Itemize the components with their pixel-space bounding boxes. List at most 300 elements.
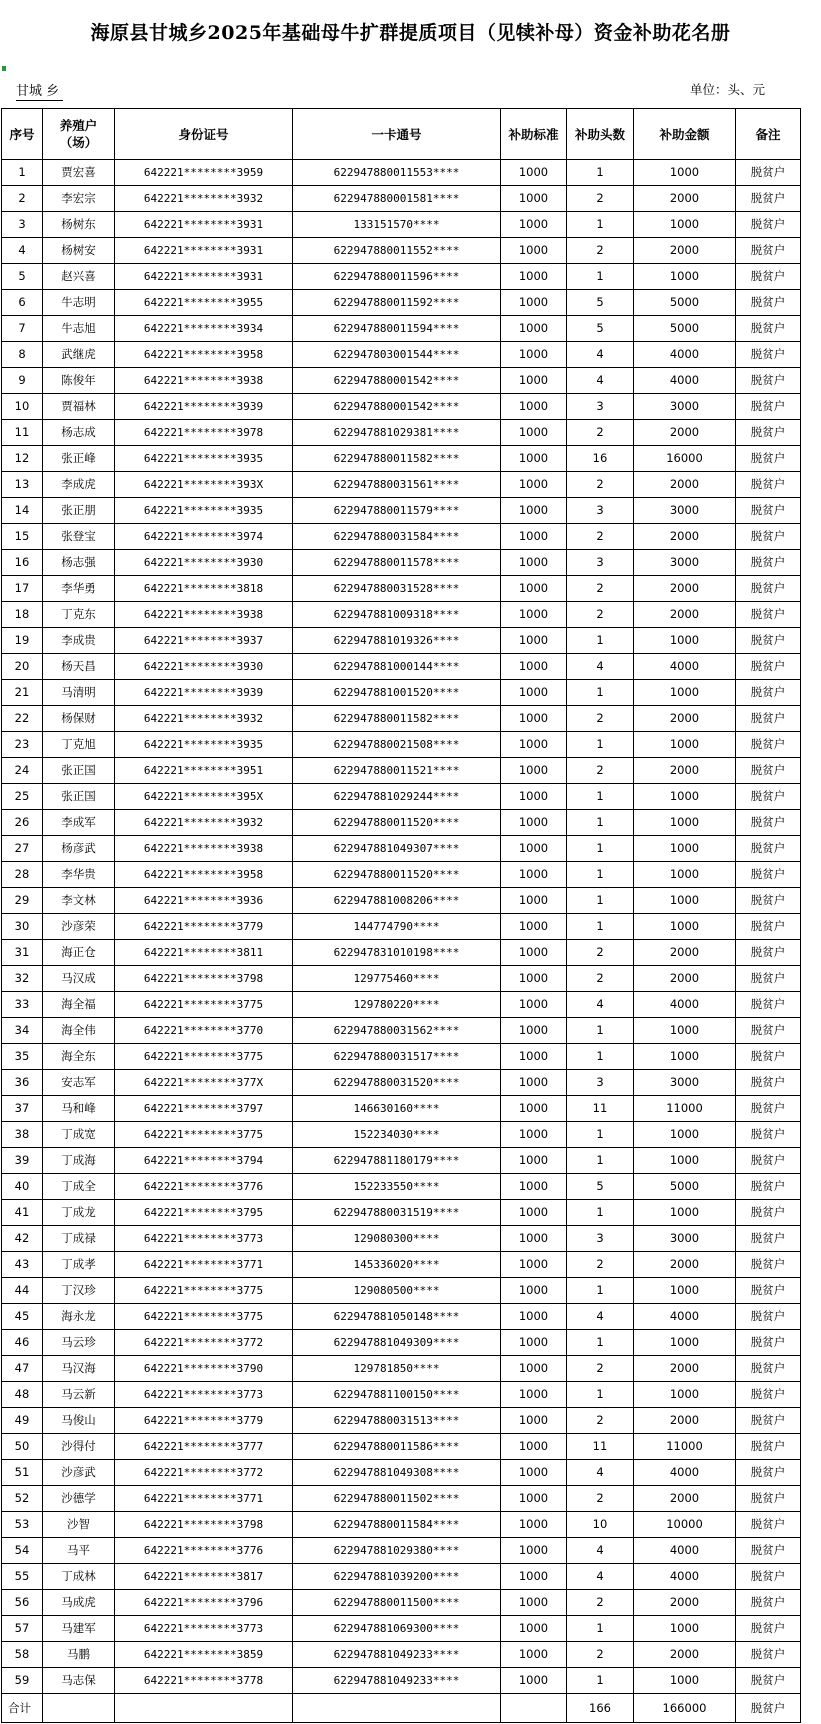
farmer-name: 马平 xyxy=(43,1538,115,1564)
total-blank xyxy=(501,1694,567,1723)
card-number: 622947880011520**** xyxy=(293,810,501,836)
note: 脱贫户 xyxy=(736,706,801,732)
note: 脱贫户 xyxy=(736,1356,801,1382)
farmer-name: 马建军 xyxy=(43,1616,115,1642)
row-index: 58 xyxy=(2,1642,43,1668)
row-index: 4 xyxy=(2,238,43,264)
subsidy-amount: 4000 xyxy=(634,1460,736,1486)
subsidy-amount: 1000 xyxy=(634,914,736,940)
subsidy-standard: 1000 xyxy=(501,1278,567,1304)
row-index: 29 xyxy=(2,888,43,914)
id-number: 642221********3797 xyxy=(115,1096,293,1122)
subsidy-heads: 1 xyxy=(567,160,634,186)
id-number: 642221********3794 xyxy=(115,1148,293,1174)
total-label: 合计 xyxy=(2,1694,43,1723)
subsidy-standard: 1000 xyxy=(501,862,567,888)
card-number: 129080300**** xyxy=(293,1226,501,1252)
subsidy-standard: 1000 xyxy=(501,576,567,602)
note: 脱贫户 xyxy=(736,1590,801,1616)
subsidy-standard: 1000 xyxy=(501,1538,567,1564)
subsidy-standard: 1000 xyxy=(501,1460,567,1486)
table-row xyxy=(2,1278,801,1304)
table-row xyxy=(2,1200,801,1226)
row-index: 5 xyxy=(2,264,43,290)
card-number: 622947881029244**** xyxy=(293,784,501,810)
farmer-name: 马云珍 xyxy=(43,1330,115,1356)
farmer-name: 张正朋 xyxy=(43,498,115,524)
subsidy-heads: 1 xyxy=(567,628,634,654)
id-number: 642221********3935 xyxy=(115,732,293,758)
subsidy-standard: 1000 xyxy=(501,1356,567,1382)
subsidy-standard: 1000 xyxy=(501,368,567,394)
id-number: 642221********3938 xyxy=(115,368,293,394)
id-number: 642221********3958 xyxy=(115,342,293,368)
subsidy-standard: 1000 xyxy=(501,1200,567,1226)
id-number: 642221********3939 xyxy=(115,680,293,706)
table-row xyxy=(2,836,801,862)
card-number: 622947880031519**** xyxy=(293,1200,501,1226)
table-row xyxy=(2,602,801,628)
farmer-name: 马汉海 xyxy=(43,1356,115,1382)
id-number: 642221********3775 xyxy=(115,1304,293,1330)
subsidy-amount: 4000 xyxy=(634,342,736,368)
note: 脱贫户 xyxy=(736,862,801,888)
note: 脱贫户 xyxy=(736,914,801,940)
id-number: 642221********3951 xyxy=(115,758,293,784)
subsidy-amount: 1000 xyxy=(634,810,736,836)
id-number: 642221********3932 xyxy=(115,810,293,836)
table-body xyxy=(2,160,801,1694)
subsidy-standard: 1000 xyxy=(501,1304,567,1330)
table-row xyxy=(2,862,801,888)
farmer-name: 海全伟 xyxy=(43,1018,115,1044)
row-index: 23 xyxy=(2,732,43,758)
id-number: 642221********377X xyxy=(115,1070,293,1096)
subsidy-heads: 4 xyxy=(567,342,634,368)
subsidy-heads: 1 xyxy=(567,1278,634,1304)
table-row xyxy=(2,1408,801,1434)
card-number: 622947880011521**** xyxy=(293,758,501,784)
row-index: 57 xyxy=(2,1616,43,1642)
note: 脱贫户 xyxy=(736,1330,801,1356)
subsidy-amount: 11000 xyxy=(634,1096,736,1122)
farmer-name: 丁成海 xyxy=(43,1148,115,1174)
card-number: 129775460**** xyxy=(293,966,501,992)
row-index: 32 xyxy=(2,966,43,992)
note: 脱贫户 xyxy=(736,212,801,238)
table-row xyxy=(2,316,801,342)
id-number: 642221********3777 xyxy=(115,1434,293,1460)
subsidy-standard: 1000 xyxy=(501,1122,567,1148)
row-index: 27 xyxy=(2,836,43,862)
farmer-name: 陈俊年 xyxy=(43,368,115,394)
note: 脱贫户 xyxy=(736,1122,801,1148)
id-number: 642221********3773 xyxy=(115,1382,293,1408)
subsidy-standard: 1000 xyxy=(501,888,567,914)
note: 脱贫户 xyxy=(736,342,801,368)
note: 脱贫户 xyxy=(736,836,801,862)
farmer-name: 李文林 xyxy=(43,888,115,914)
subsidy-amount: 2000 xyxy=(634,1590,736,1616)
row-index: 49 xyxy=(2,1408,43,1434)
subsidy-heads: 1 xyxy=(567,914,634,940)
subsidy-amount: 1000 xyxy=(634,1018,736,1044)
note: 脱贫户 xyxy=(736,1616,801,1642)
id-number: 642221********3775 xyxy=(115,992,293,1018)
row-index: 50 xyxy=(2,1434,43,1460)
farmer-name: 杨树东 xyxy=(43,212,115,238)
farmer-name: 丁汉珍 xyxy=(43,1278,115,1304)
note: 脱贫户 xyxy=(736,1512,801,1538)
table-row xyxy=(2,420,801,446)
subsidy-amount: 2000 xyxy=(634,524,736,550)
subsidy-heads: 5 xyxy=(567,316,634,342)
subsidy-amount: 1000 xyxy=(634,836,736,862)
farmer-name: 丁成禄 xyxy=(43,1226,115,1252)
subsidy-heads: 3 xyxy=(567,550,634,576)
farmer-name: 丁成宽 xyxy=(43,1122,115,1148)
note: 脱贫户 xyxy=(736,940,801,966)
row-index: 39 xyxy=(2,1148,43,1174)
id-number: 642221********3790 xyxy=(115,1356,293,1382)
header-heads: 补助头数 xyxy=(567,109,634,160)
subsidy-amount: 4000 xyxy=(634,1564,736,1590)
subsidy-standard: 1000 xyxy=(501,1642,567,1668)
row-index: 54 xyxy=(2,1538,43,1564)
header-id-number: 身份证号 xyxy=(115,109,293,160)
row-index: 18 xyxy=(2,602,43,628)
subsidy-amount: 3000 xyxy=(634,1070,736,1096)
farmer-name: 沙彦荣 xyxy=(43,914,115,940)
row-index: 43 xyxy=(2,1252,43,1278)
subsidy-amount: 2000 xyxy=(634,940,736,966)
subsidy-standard: 1000 xyxy=(501,160,567,186)
subsidy-standard: 1000 xyxy=(501,992,567,1018)
subsidy-amount: 1000 xyxy=(634,1616,736,1642)
id-number: 642221********3770 xyxy=(115,1018,293,1044)
card-number: 622947880001542**** xyxy=(293,394,501,420)
farmer-name: 张正国 xyxy=(43,758,115,784)
total-row xyxy=(2,1694,801,1723)
note: 脱贫户 xyxy=(736,758,801,784)
subsidy-standard: 1000 xyxy=(501,680,567,706)
farmer-name: 贾福林 xyxy=(43,394,115,420)
subsidy-heads: 4 xyxy=(567,1538,634,1564)
id-number: 642221********3779 xyxy=(115,1408,293,1434)
subsidy-heads: 2 xyxy=(567,472,634,498)
note: 脱贫户 xyxy=(736,264,801,290)
farmer-name: 李成虎 xyxy=(43,472,115,498)
farmer-name: 李华勇 xyxy=(43,576,115,602)
subsidy-heads: 2 xyxy=(567,524,634,550)
row-index: 48 xyxy=(2,1382,43,1408)
subsidy-heads: 1 xyxy=(567,1668,634,1694)
table-row xyxy=(2,1460,801,1486)
table-row xyxy=(2,1096,801,1122)
subsidy-amount: 3000 xyxy=(634,498,736,524)
id-number: 642221********3978 xyxy=(115,420,293,446)
subsidy-heads: 2 xyxy=(567,238,634,264)
subsidy-standard: 1000 xyxy=(501,446,567,472)
subsidy-amount: 1000 xyxy=(634,1044,736,1070)
table-row xyxy=(2,1512,801,1538)
note: 脱贫户 xyxy=(736,1044,801,1070)
note: 脱贫户 xyxy=(736,394,801,420)
row-index: 55 xyxy=(2,1564,43,1590)
id-number: 642221********3798 xyxy=(115,1512,293,1538)
subsidy-standard: 1000 xyxy=(501,732,567,758)
subsidy-amount: 1000 xyxy=(634,1382,736,1408)
subsidy-amount: 2000 xyxy=(634,602,736,628)
id-number: 642221********3932 xyxy=(115,706,293,732)
note: 脱贫户 xyxy=(736,1226,801,1252)
row-index: 21 xyxy=(2,680,43,706)
farmer-name: 李成贵 xyxy=(43,628,115,654)
subsidy-heads: 3 xyxy=(567,1226,634,1252)
card-number: 622947880011502**** xyxy=(293,1486,501,1512)
row-index: 36 xyxy=(2,1070,43,1096)
header-index: 序号 xyxy=(2,109,43,160)
subsidy-heads: 4 xyxy=(567,1460,634,1486)
row-index: 51 xyxy=(2,1460,43,1486)
subsidy-amount: 2000 xyxy=(634,1408,736,1434)
subsidy-amount: 4000 xyxy=(634,368,736,394)
table-row xyxy=(2,1382,801,1408)
table-row xyxy=(2,732,801,758)
subsidy-heads: 2 xyxy=(567,1590,634,1616)
subsidy-heads: 2 xyxy=(567,1356,634,1382)
note: 脱贫户 xyxy=(736,238,801,264)
note: 脱贫户 xyxy=(736,1382,801,1408)
id-number: 642221********3939 xyxy=(115,394,293,420)
subsidy-amount: 1000 xyxy=(634,680,736,706)
subsidy-standard: 1000 xyxy=(501,394,567,420)
table-row xyxy=(2,446,801,472)
row-index: 28 xyxy=(2,862,43,888)
id-number: 642221********3936 xyxy=(115,888,293,914)
note: 脱贫户 xyxy=(736,472,801,498)
subsidy-heads: 10 xyxy=(567,1512,634,1538)
note: 脱贫户 xyxy=(736,1304,801,1330)
subsidy-amount: 1000 xyxy=(634,628,736,654)
card-number: 622947881009318**** xyxy=(293,602,501,628)
subsidy-amount: 1000 xyxy=(634,264,736,290)
row-index: 33 xyxy=(2,992,43,1018)
farmer-name: 马云新 xyxy=(43,1382,115,1408)
note: 脱贫户 xyxy=(736,1538,801,1564)
subsidy-heads: 1 xyxy=(567,836,634,862)
row-index: 19 xyxy=(2,628,43,654)
note: 脱贫户 xyxy=(736,966,801,992)
table-row xyxy=(2,1174,801,1200)
subsidy-standard: 1000 xyxy=(501,602,567,628)
subsidy-amount: 1000 xyxy=(634,1148,736,1174)
note: 脱贫户 xyxy=(736,888,801,914)
card-number: 622947881180179**** xyxy=(293,1148,501,1174)
subsidy-heads: 3 xyxy=(567,498,634,524)
note: 脱贫户 xyxy=(736,810,801,836)
subsidy-heads: 2 xyxy=(567,602,634,628)
farmer-name: 沙彦武 xyxy=(43,1460,115,1486)
subsidy-heads: 2 xyxy=(567,420,634,446)
id-number: 642221********3930 xyxy=(115,550,293,576)
card-number: 622947880031517**** xyxy=(293,1044,501,1070)
subsidy-standard: 1000 xyxy=(501,1174,567,1200)
subsidy-standard: 1000 xyxy=(501,1018,567,1044)
subsidy-amount: 4000 xyxy=(634,1304,736,1330)
subsidy-amount: 2000 xyxy=(634,1642,736,1668)
table-row xyxy=(2,888,801,914)
subsidy-amount: 1000 xyxy=(634,784,736,810)
card-number: 622947880001542**** xyxy=(293,368,501,394)
table-row xyxy=(2,238,801,264)
card-number: 622947880011553**** xyxy=(293,160,501,186)
card-number: 622947881100150**** xyxy=(293,1382,501,1408)
subsidy-heads: 1 xyxy=(567,732,634,758)
subsidy-heads: 1 xyxy=(567,862,634,888)
id-number: 642221********3771 xyxy=(115,1486,293,1512)
table-row xyxy=(2,1226,801,1252)
card-number: 622947881019326**** xyxy=(293,628,501,654)
note: 脱贫户 xyxy=(736,446,801,472)
subsidy-amount: 3000 xyxy=(634,394,736,420)
note: 脱贫户 xyxy=(736,1174,801,1200)
row-index: 40 xyxy=(2,1174,43,1200)
id-number: 642221********3776 xyxy=(115,1538,293,1564)
id-number: 642221********3938 xyxy=(115,602,293,628)
subsidy-standard: 1000 xyxy=(501,524,567,550)
farmer-name: 杨志成 xyxy=(43,420,115,446)
farmer-name: 张正国 xyxy=(43,784,115,810)
total-heads: 166 xyxy=(567,1694,634,1723)
subsidy-heads: 1 xyxy=(567,1616,634,1642)
id-number: 642221********3818 xyxy=(115,576,293,602)
id-number: 642221********3932 xyxy=(115,186,293,212)
subsidy-heads: 2 xyxy=(567,940,634,966)
id-number: 642221********3775 xyxy=(115,1122,293,1148)
card-number: 622947880011500**** xyxy=(293,1590,501,1616)
subsidy-heads: 1 xyxy=(567,680,634,706)
note: 脱贫户 xyxy=(736,1200,801,1226)
card-number: 622947881049309**** xyxy=(293,1330,501,1356)
id-number: 642221********3771 xyxy=(115,1252,293,1278)
table-row xyxy=(2,1564,801,1590)
subsidy-heads: 2 xyxy=(567,1486,634,1512)
id-number: 642221********3798 xyxy=(115,966,293,992)
subsidy-standard: 1000 xyxy=(501,1590,567,1616)
total-note: 脱贫户 xyxy=(736,1694,801,1723)
note: 脱贫户 xyxy=(736,368,801,394)
subsidy-standard: 1000 xyxy=(501,1330,567,1356)
card-number: 133151570**** xyxy=(293,212,501,238)
subsidy-amount: 3000 xyxy=(634,1226,736,1252)
card-number: 622947831010198**** xyxy=(293,940,501,966)
card-number: 622947881050148**** xyxy=(293,1304,501,1330)
page-title: 海原县甘城乡2025年基础母牛扩群提质项目（见犊补母）资金补助花名册 xyxy=(90,22,731,44)
subsidy-amount: 2000 xyxy=(634,706,736,732)
row-index: 38 xyxy=(2,1122,43,1148)
id-number: 642221********3937 xyxy=(115,628,293,654)
subsidy-standard: 1000 xyxy=(501,1408,567,1434)
card-number: 622947803001544**** xyxy=(293,342,501,368)
table-row xyxy=(2,1330,801,1356)
card-number: 622947881029380**** xyxy=(293,1538,501,1564)
subsidy-amount: 2000 xyxy=(634,1252,736,1278)
farmer-name: 丁克旭 xyxy=(43,732,115,758)
id-number: 642221********3778 xyxy=(115,1668,293,1694)
row-index: 8 xyxy=(2,342,43,368)
id-number: 642221********3775 xyxy=(115,1044,293,1070)
table-row xyxy=(2,654,801,680)
subsidy-heads: 3 xyxy=(567,1070,634,1096)
subsidy-heads: 2 xyxy=(567,576,634,602)
note: 脱贫户 xyxy=(736,1408,801,1434)
farmer-name: 马成虎 xyxy=(43,1590,115,1616)
id-number: 642221********3934 xyxy=(115,316,293,342)
card-number: 129781850**** xyxy=(293,1356,501,1382)
subsidy-heads: 1 xyxy=(567,1018,634,1044)
farmer-name: 牛志明 xyxy=(43,290,115,316)
id-number: 642221********3938 xyxy=(115,836,293,862)
note: 脱贫户 xyxy=(736,1278,801,1304)
id-number: 642221********3955 xyxy=(115,290,293,316)
subsidy-heads: 1 xyxy=(567,212,634,238)
farmer-name: 杨天昌 xyxy=(43,654,115,680)
subsidy-standard: 1000 xyxy=(501,1096,567,1122)
card-number: 622947880011520**** xyxy=(293,862,501,888)
row-index: 10 xyxy=(2,394,43,420)
note: 脱贫户 xyxy=(736,1018,801,1044)
farmer-name: 海永龙 xyxy=(43,1304,115,1330)
subsidy-amount: 4000 xyxy=(634,654,736,680)
table-row xyxy=(2,472,801,498)
row-index: 3 xyxy=(2,212,43,238)
table-row xyxy=(2,1434,801,1460)
subsidy-standard: 1000 xyxy=(501,706,567,732)
row-index: 31 xyxy=(2,940,43,966)
subsidy-heads: 4 xyxy=(567,1564,634,1590)
subsidy-amount: 5000 xyxy=(634,1174,736,1200)
row-index: 41 xyxy=(2,1200,43,1226)
note: 脱贫户 xyxy=(736,602,801,628)
farmer-name: 安志军 xyxy=(43,1070,115,1096)
header-standard: 补助标准 xyxy=(501,109,567,160)
id-number: 642221********3796 xyxy=(115,1590,293,1616)
note: 脱贫户 xyxy=(736,1564,801,1590)
subsidy-standard: 1000 xyxy=(501,810,567,836)
table-row xyxy=(2,498,801,524)
subsidy-heads: 1 xyxy=(567,1044,634,1070)
row-index: 56 xyxy=(2,1590,43,1616)
farmer-name: 沙德学 xyxy=(43,1486,115,1512)
farmer-name: 赵兴喜 xyxy=(43,264,115,290)
farmer-name: 杨彦武 xyxy=(43,836,115,862)
subsidy-heads: 1 xyxy=(567,784,634,810)
note: 脱贫户 xyxy=(736,1486,801,1512)
card-number: 622947880001581**** xyxy=(293,186,501,212)
row-index: 17 xyxy=(2,576,43,602)
subsidy-heads: 1 xyxy=(567,1330,634,1356)
card-number: 622947881049233**** xyxy=(293,1668,501,1694)
row-index: 2 xyxy=(2,186,43,212)
subsidy-standard: 1000 xyxy=(501,836,567,862)
farmer-name: 海正仓 xyxy=(43,940,115,966)
subsidy-standard: 1000 xyxy=(501,472,567,498)
card-number: 622947880031528**** xyxy=(293,576,501,602)
row-index: 47 xyxy=(2,1356,43,1382)
farmer-name: 张正峰 xyxy=(43,446,115,472)
card-number: 622947880011584**** xyxy=(293,1512,501,1538)
